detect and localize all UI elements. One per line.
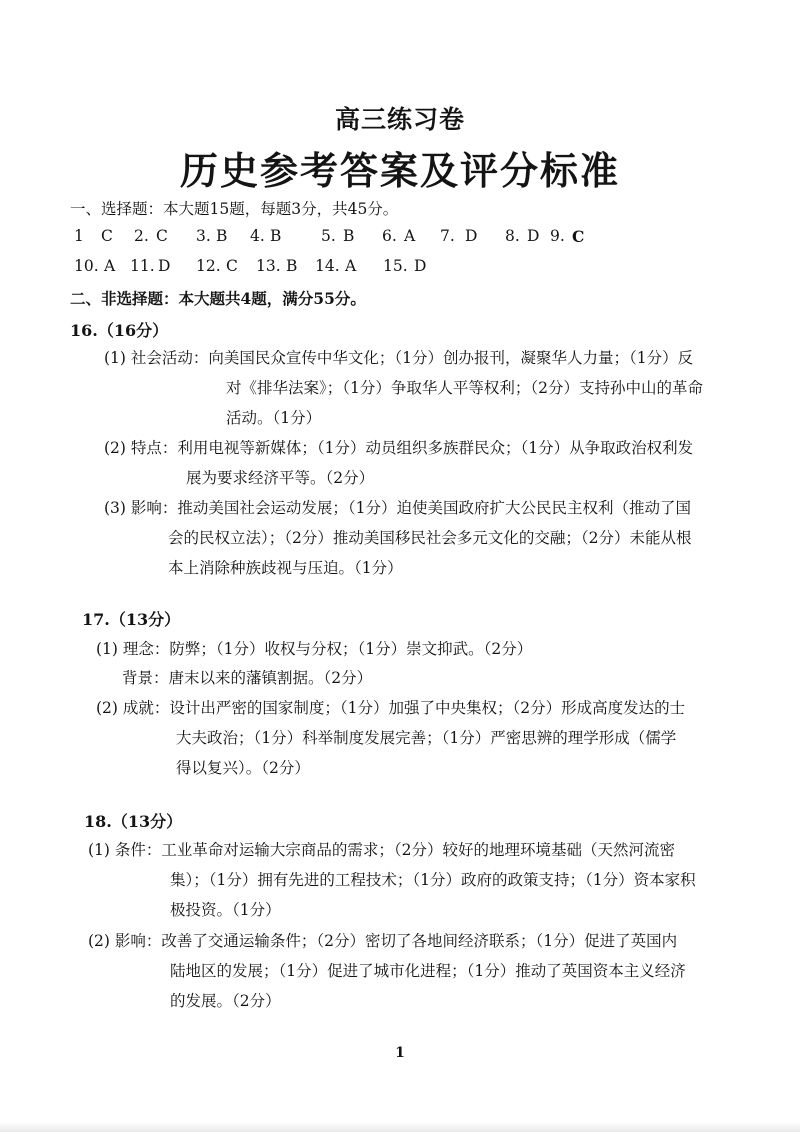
q16-part1-line3: 活动。（1分） [226,409,322,427]
mc-label: 13. [256,257,281,275]
mc-value: D [414,257,427,275]
q18-heading: 18.（13分） [84,812,183,831]
mc-value: B [286,257,298,275]
mc-value: C [572,227,585,246]
q17-heading: 17.（13分） [82,610,181,629]
mc-value: D [158,257,171,275]
q17-part2-line1: (2) 成就：设计出严密的国家制度；（1分）加强了中央集权；（2分）形成高度发达的士 [96,699,686,717]
mc-label: 15. [383,257,408,275]
mc-value: C [156,227,168,245]
mc-value: C [226,257,238,275]
mc-label: 14. [315,257,340,275]
mc-label: 10. [74,257,99,275]
mc-label: 4. [250,227,265,245]
mc-label: 5. [321,227,336,245]
mc-value: A [345,257,357,275]
mc-label: 7. [440,227,455,245]
document-title: 历史参考答案及评分标准 [179,148,620,193]
q17-part1-line2: 背景：唐末以来的藩镇割据。（2分） [122,669,373,687]
q18-part1-line3: 极投资。（1分） [170,901,281,919]
page-number: 1 [395,1045,405,1061]
q17-part2-line3: 得以复兴）。（2分） [176,759,310,777]
q17-part1-line1: (1) 理念：防弊；（1分）收权与分权；（1分）崇文抑武。（2分） [96,640,533,658]
mc-value: B [270,227,282,245]
mc-label: 9. [550,227,565,245]
section1-heading: 一、选择题：本大题15题，每题3分，共45分。 [70,200,399,218]
q18-part2-line1: (2) 影响：改善了交通运输条件；（2分）密切了各地间经济联系；（1分）促进了英国内 [88,932,678,950]
q18-part1-line2: 集）；（1分）拥有先进的工程技术；（1分）政府的政策支持；（1分）资本家积 [170,871,696,889]
q17-part2-line2: 大夫政治；（1分）科举制度发展完善；（1分）严密思辨的理学形成（儒学 [176,729,677,747]
scan-bottom-edge [0,1122,800,1132]
q16-part1-line2: 对《排华法案》；（1分）争取华人平等权利；（2分）支持孙中山的革命 [226,379,703,397]
mc-label: 6. [382,227,397,245]
mc-label: 2. [134,227,149,245]
mc-label: 11. [130,257,155,275]
mc-value: C [101,227,113,245]
mc-value: A [404,227,416,245]
mc-label: 12. [196,257,221,275]
q16-part2-line2: 展为要求经济平等。（2分） [186,469,375,487]
q16-part3-line3: 本上消除种族歧视与压迫。（1分） [168,559,403,577]
mc-value: D [465,227,478,245]
q16-part2-line1: (2) 特点：利用电视等新媒体；（1分）动员组织多族群民众；（1分）从争取政治权利发 [104,439,694,457]
q18-part2-line2: 陆地区的发展；（1分）促进了城市化进程；（1分）推动了英国资本主义经济 [170,962,686,980]
mc-value: B [216,227,228,245]
q18-part1-line1: (1) 条件：工业革命对运输大宗商品的需求；（2分）较好的地理环境基础（天然河流密 [88,841,675,859]
document-subtitle: 高三练习卷 [334,105,465,134]
q16-heading: 16.（16分） [70,321,169,340]
mc-value: D [527,227,540,245]
section2-heading: 二、非选择题：本大题共4题，满分55分。 [70,289,366,308]
mc-label: 1 [74,227,84,245]
q16-part1-line1: (1) 社会活动：向美国民众宣传中华文化；（1分）创办报刊，凝聚华人力量；（1分）反 [104,349,694,367]
q16-part3-line2: 会的民权立法）；（2分）推动美国移民社会多元文化的交融；（2分）未能从根 [168,529,692,547]
q16-part3-line1: (3) 影响：推动美国社会运动发展；（1分）迫使美国政府扩大公民民主权利（推动了国 [104,499,691,517]
mc-value: B [343,227,355,245]
mc-label: 8. [505,227,520,245]
q18-part2-line3: 的发展。（2分） [170,992,281,1010]
mc-value: A [104,257,116,275]
mc-label: 3. [196,227,211,245]
